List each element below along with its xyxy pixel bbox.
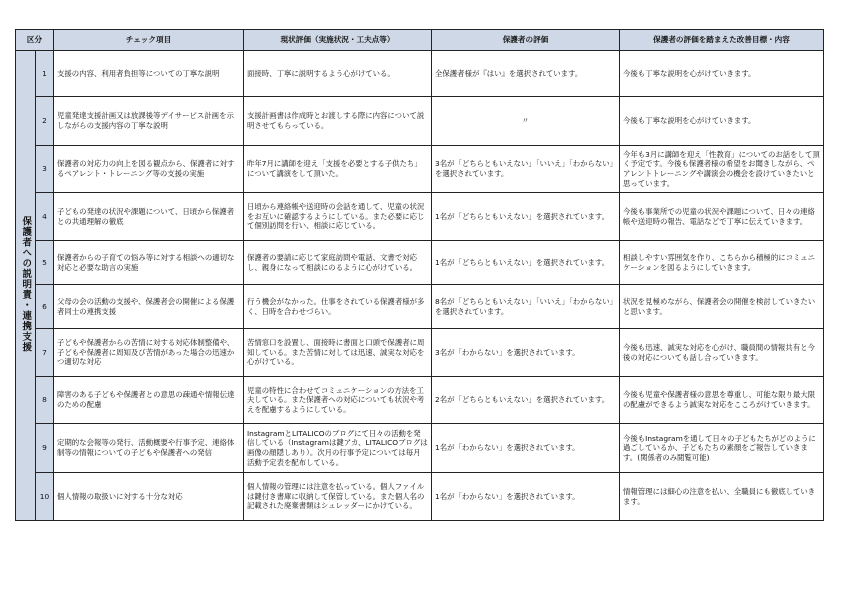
current-status: InstagramとLITALICOのブログにて日々の活動を発信している（Instagramは鍵アカ、LITALICOブログは画像の顔隠しあり）。次月の行事予定については毎月 活動予定表を配布している。 bbox=[244, 424, 432, 473]
row-number: 5 bbox=[36, 241, 54, 285]
guardian-evaluation: 1名が「わからない」を選択されています。 bbox=[432, 473, 620, 521]
current-status: 支援計画書は作成時とお渡しする際に内容について説明させてもらっている。 bbox=[244, 97, 432, 146]
guardian-evaluation: 3名が「どちらともいえない」「いいえ」「わからない」を選択されています。 bbox=[432, 146, 620, 193]
improvement-goal: 今後も丁寧な説明を心がけていきます。 bbox=[620, 97, 824, 146]
check-item: 子どもの発達の状況や課題について、日頃から保護者との共通理解の徹底 bbox=[54, 193, 244, 241]
current-status: 行う機会がなかった。仕事をされている保護者様が多く、日時を合わせづらい。 bbox=[244, 285, 432, 329]
row-number: 1 bbox=[36, 51, 54, 97]
current-status: 児童の特性に合わせてコミュニケーションの方法を工夫している。また保護者への対応についても状況や考えを配慮するようにしている。 bbox=[244, 377, 432, 424]
guardian-evaluation: 〃 bbox=[432, 97, 620, 146]
guardian-evaluation: 3名が「わからない」を選択されています。 bbox=[432, 329, 620, 377]
current-status: 苦情窓口を設置し、面接時に書面と口頭で保護者に周知している。また苦情に対しては迅速、誠実な対応を心がけている。 bbox=[244, 329, 432, 377]
guardian-evaluation: 1名が「どちらともいえない」を選択されています。 bbox=[432, 241, 620, 285]
table-row bbox=[16, 193, 824, 241]
current-status: 面接時、丁寧に説明するよう心がけている。 bbox=[244, 51, 432, 97]
guardian-evaluation: 1名が「どちらともいえない」を選択されています。 bbox=[432, 193, 620, 241]
improvement-goal: 情報管理には細心の注意を払い、全職員にも徹底していきます。 bbox=[620, 473, 824, 521]
table-row bbox=[16, 285, 824, 329]
row-number: 3 bbox=[36, 146, 54, 193]
improvement-goal: 今年も3月に講師を迎え「性教育」についてのお話をして頂く予定です。今後も保護者様の希望をお聞きしながら、ペアレントトレーニングや講演会の機会を設けていきたいと思っています。 bbox=[620, 146, 824, 193]
current-status: 昨年7月に講師を迎え「支援を必要とする子供たち」について講演をして頂いた。 bbox=[244, 146, 432, 193]
current-status: 日頃から連絡帳や送迎時の会話を通して、児童の状況をお互いに確認するようにしている。また必要に応じて個別訪問を行い、相談に応じている。 bbox=[244, 193, 432, 241]
improvement-goal: 今後も丁寧な説明を心がけていきます。 bbox=[620, 51, 824, 97]
check-item: 子どもや保護者からの苦情に対する対応体制整備や、子どもや保護者に周知及び苦情があった場合の迅速かつ適切な対応 bbox=[54, 329, 244, 377]
row-number: 8 bbox=[36, 377, 54, 424]
guardian-evaluation: 1名が「わからない」を選択されています。 bbox=[432, 424, 620, 473]
improvement-goal: 状況を見極めながら、保護者会の開催を検討していきたいと思います。 bbox=[620, 285, 824, 329]
guardian-evaluation: 全保護者様が『はい』を選択されています。 bbox=[432, 51, 620, 97]
table-row bbox=[16, 473, 824, 521]
row-number: 7 bbox=[36, 329, 54, 377]
check-item: 保護者からの子育ての悩み等に対する相談への適切な対応と必要な助言の実施 bbox=[54, 241, 244, 285]
category-label: 保護者への説明責・連携支援 bbox=[20, 215, 32, 353]
header-category: 区分 bbox=[16, 30, 54, 51]
improvement-goal: 今後も事業所での児童の状況や課題について、日々の連絡帳や送迎時の報告、電話などで丁寧に伝えていきます。 bbox=[620, 193, 824, 241]
improvement-goal: 相談しやすい雰囲気を作り、こちらから積極的にコミュニケーションを図るようにしていきます。 bbox=[620, 241, 824, 285]
check-item: 父母の会の活動の支援や、保護者会の開催による保護者同士の連携支援 bbox=[54, 285, 244, 329]
header-guardian-evaluation: 保護者の評価 bbox=[432, 30, 620, 51]
row-number: 9 bbox=[36, 424, 54, 473]
table-row bbox=[16, 51, 824, 97]
table-row bbox=[16, 146, 824, 193]
check-item: 児童発達支援計画又は放課後等デイサービス計画を示しながらの支援内容の丁寧な説明 bbox=[54, 97, 244, 146]
header-row bbox=[16, 30, 824, 51]
row-number: 2 bbox=[36, 97, 54, 146]
row-number: 10 bbox=[36, 473, 54, 521]
evaluation-table bbox=[15, 29, 824, 521]
check-item: 個人情報の取扱いに対する十分な対応 bbox=[54, 473, 244, 521]
current-status: 個人情報の管理には注意を払っている。個人ファイルは鍵付き書庫に収納して保管している。また個人名の記載された廃棄書類はシュレッダーにかけている。 bbox=[244, 473, 432, 521]
improvement-goal: 今後もInstagramを通して日々の子どもたちがどのように過ごしているか、子どもたちの素顔をご報告していきます。(関係者のみ閲覧可能) bbox=[620, 424, 824, 473]
improvement-goal: 今後も児童や保護者様の意思を尊重し、可能な限り最大限の配慮ができるよう誠実な対応をこころがけていきます。 bbox=[620, 377, 824, 424]
current-status: 保護者の要請に応じて家庭訪問や電話、文書で対応し、親身になって相談にのるように心がけている。 bbox=[244, 241, 432, 285]
table-row bbox=[16, 377, 824, 424]
header-current-status: 現状評価（実施状況・工夫点等） bbox=[244, 30, 432, 51]
table-row bbox=[16, 241, 824, 285]
check-item: 保護者の対応力の向上を図る観点から、保護者に対するペアレント・トレーニング等の支援の実施 bbox=[54, 146, 244, 193]
check-item: 障害のある子どもや保護者との意思の疎通や情報伝達のための配慮 bbox=[54, 377, 244, 424]
row-number: 6 bbox=[36, 285, 54, 329]
table-row bbox=[16, 97, 824, 146]
header-check-item: チェック項目 bbox=[54, 30, 244, 51]
row-number: 4 bbox=[36, 193, 54, 241]
improvement-goal: 今後も迅速、誠実な対応を心がけ、職員間の情報共有と今後の対応についても話し合っていきます。 bbox=[620, 329, 824, 377]
table-row bbox=[16, 329, 824, 377]
check-item: 支援の内容、利用者負担等についての丁寧な説明 bbox=[54, 51, 244, 97]
check-item: 定期的な会報等の発行、活動概要や行事予定、連絡体制等の情報についての子どもや保護者への発信 bbox=[54, 424, 244, 473]
table-row bbox=[16, 424, 824, 473]
guardian-evaluation: 8名が「どちらともいえない」「いいえ」「わからない」を選択されています。 bbox=[432, 285, 620, 329]
category-cell bbox=[16, 51, 36, 521]
guardian-evaluation: 2名が「どちらともいえない」を選択されています。 bbox=[432, 377, 620, 424]
header-improvement-goal: 保護者の評価を踏まえた改善目標・内容 bbox=[620, 30, 824, 51]
